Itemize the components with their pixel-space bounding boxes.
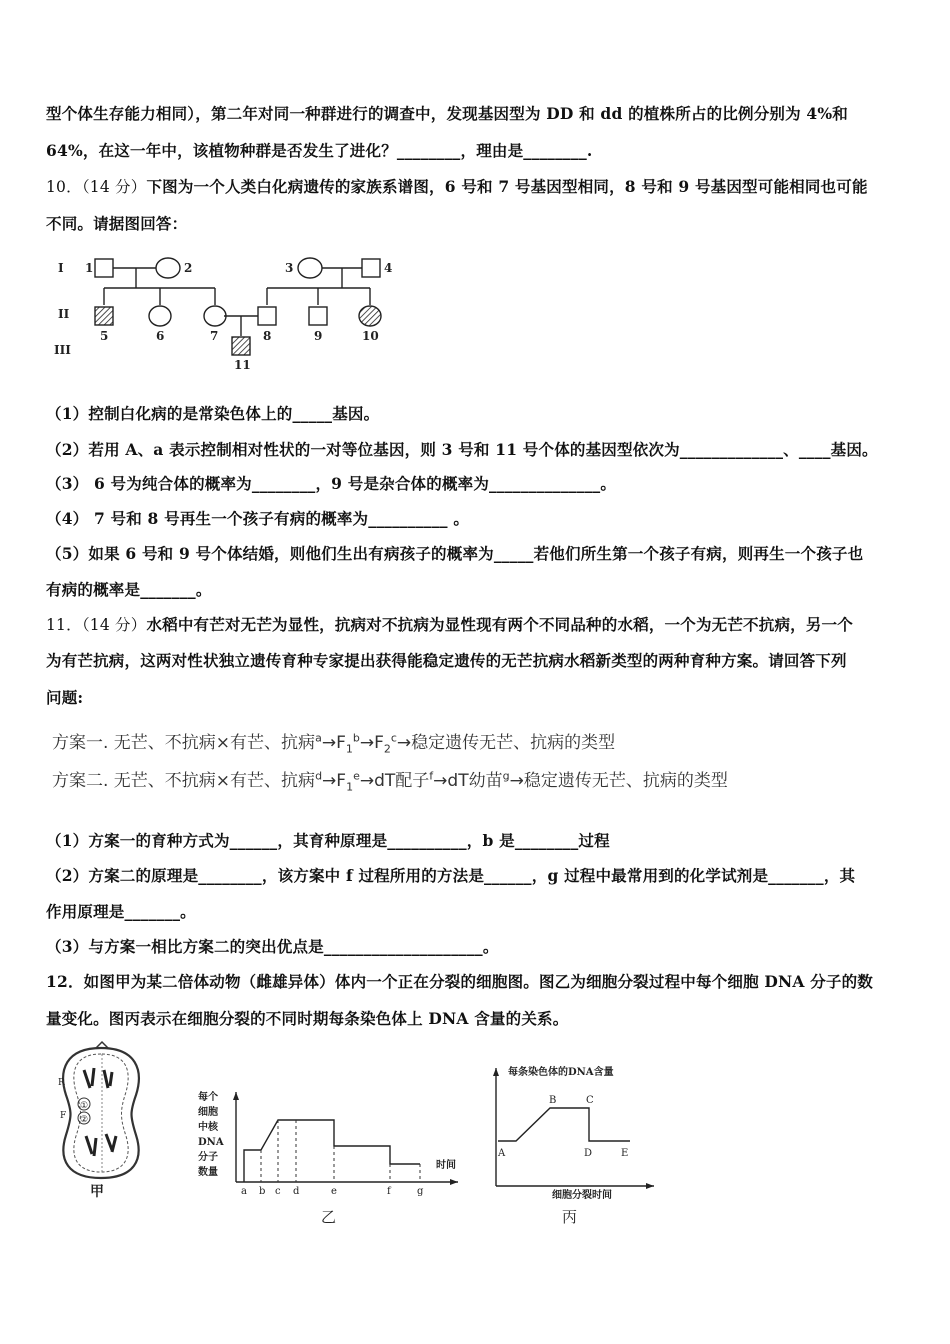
text-line-2: 64%，在这一年中，该植物种群是否发生了进化？________，理由是________.	[46, 141, 593, 160]
scheme-two	[52, 766, 728, 793]
question-10-part-4: （4） 7 号和 8 号再生一个孩子有病的概率为__________ 。	[46, 509, 470, 528]
question-10-text: 下图为一个人类白化病遗传的家族系谱图，6 号和 7 号基因型相同，8 号和 9 号基因型可能相同也可能	[146, 177, 868, 196]
question-12-figures	[46, 1040, 661, 1226]
individual-6-label: 6	[156, 329, 165, 343]
individual-8-label: 8	[263, 329, 272, 343]
bing-point-d: D	[584, 1148, 593, 1159]
individual-5-label: 5	[100, 329, 109, 343]
scheme-one-cross: 方案一. 无芒、不抗病×有芒、抗病	[52, 733, 316, 753]
pedigree-chart	[52, 252, 412, 374]
arrow-icon: →	[359, 771, 375, 791]
question-10-number: 10．（14 分）	[46, 178, 147, 196]
label-circle-2: ②	[80, 1115, 89, 1125]
question-11-number: 11．（14 分）	[46, 616, 147, 634]
individual-10-label: 10	[362, 329, 379, 343]
f1-label: F	[336, 771, 347, 791]
step-b-label: b	[352, 731, 360, 745]
question-10-stem-cont: 不同。请据图回答：	[46, 214, 188, 233]
question-11-part-3: （3）与方案一相比方案二的突出优点是____________________。	[46, 937, 499, 956]
step-d-label: d	[315, 769, 323, 783]
yi-ylabel-3: 中核	[198, 1122, 218, 1133]
question-11-stem	[46, 613, 853, 635]
arrow-icon: →	[322, 771, 337, 791]
caption-yi: 乙	[321, 1208, 337, 1226]
question-10-part-2: （2）若用 A、a 表示控制相对性状的一对等位基因，则 3 号和 11 号个体的基因型依次为_____________、____基因。	[46, 440, 878, 459]
generation-II-label: II	[58, 307, 70, 321]
arrow-icon: →	[433, 771, 448, 791]
yi-tick-a: a	[241, 1186, 247, 1197]
bing-point-b: B	[549, 1095, 557, 1106]
f1-label: F	[336, 733, 346, 753]
cell-diagram-jia	[58, 1042, 139, 1200]
question-11-text: 水稻中有芒对无芒为显性，抗病对不抗病为显性现有两个不同品种的水稻，一个为无芒不抗病，另一个	[146, 615, 853, 634]
seedling-label: dT幼苗	[447, 771, 503, 791]
arrow-icon: →	[396, 733, 412, 753]
text-line-1: 型个体生存能力相同），第二年对同一种群进行的调查中，发现基因型为 DD 和 dd 的植株所占的比例分别为 4%和	[46, 104, 849, 123]
scheme-one-result: 稳定遗传无芒、抗病的类型	[411, 733, 616, 753]
yi-tick-g: g	[417, 1186, 424, 1197]
question-12-stem-cont: 量变化。图丙表示在细胞分裂的不同时期每条染色体上 DNA 含量的关系。	[46, 1009, 569, 1028]
individual-4-label: 4	[384, 261, 393, 275]
yi-ylabel-6: 数量	[198, 1167, 218, 1178]
bing-ylabel: 每条染色体的DNA含量	[508, 1067, 614, 1078]
scheme-two-result: 稳定遗传无芒、抗病的类型	[523, 771, 728, 791]
yi-tick-c: c	[275, 1186, 281, 1197]
bing-xlabel: 细胞分裂时间	[552, 1190, 612, 1201]
individual-1-label: 1	[85, 261, 94, 275]
individual-9-label: 9	[314, 329, 323, 343]
dna-per-chromosome-chart-bing	[493, 1065, 654, 1226]
scheme-one	[52, 728, 615, 755]
step-a-label: a	[315, 731, 322, 745]
scheme-two-cross: 方案二. 无芒、不抗病×有芒、抗病	[52, 771, 316, 791]
f2-subscript: 2	[383, 742, 391, 756]
gamete-label: dT配子	[374, 771, 430, 791]
question-11-part-2: （2）方案二的原理是________，该方案中 f 过程所用的方法是______，g 过程中最常用到的化学试剂是_______，其	[46, 866, 856, 885]
question-10-stem	[46, 175, 868, 197]
individual-11-label: 11	[234, 358, 251, 372]
generation-I-label: I	[58, 261, 64, 275]
question-10-part-1: （1）控制白化病的是常染色体上的_____基因。	[46, 404, 380, 423]
arrow-icon: →	[359, 733, 375, 753]
question-10-part-3: （3） 6 号为纯合体的概率为________，9 号是杂合体的概率为______________。	[46, 474, 617, 493]
yi-ylabel-5: 分子	[198, 1152, 218, 1163]
individual-2-label: 2	[184, 261, 193, 275]
step-e-label: e	[353, 769, 360, 783]
label-r: R	[58, 1078, 65, 1088]
arrow-icon: →	[509, 771, 524, 791]
yi-ylabel-1: 每个	[198, 1092, 218, 1103]
question-12-stem: 12．如图甲为某二倍体动物（雌雄异体）体内一个正在分裂的细胞图。图乙为细胞分裂过程中每个细胞 DNA 分子的数	[46, 972, 874, 991]
yi-tick-d: d	[293, 1186, 300, 1197]
dna-step-chart-yi	[198, 1090, 458, 1226]
arrow-icon: →	[321, 733, 337, 753]
bing-point-c: C	[586, 1095, 594, 1106]
yi-tick-b: b	[259, 1186, 266, 1197]
f1-subscript: 1	[346, 780, 354, 794]
bing-point-e: E	[621, 1148, 629, 1159]
step-g-label: g	[502, 769, 510, 783]
label-circle-1: ①	[80, 1101, 89, 1111]
generation-III-label: III	[54, 343, 71, 357]
caption-jia: 甲	[90, 1184, 104, 1200]
individual-3-label: 3	[285, 261, 294, 275]
question-11-stem-cont: 为有芒抗病，这两对性状独立遗传育种专家提出获得能稳定遗传的无芒抗病水稻新类型的两种育种方案。请回答下列	[46, 651, 847, 670]
yi-tick-e: e	[331, 1186, 337, 1197]
step-c-label: c	[390, 731, 397, 745]
question-11-part-2-cont: 作用原理是_______。	[46, 902, 196, 921]
question-11-part-1: （1）方案一的育种方式为______，其育种原理是__________，b 是________过程	[46, 831, 610, 850]
f1-subscript: 1	[345, 742, 353, 756]
label-f: F	[60, 1111, 67, 1121]
yi-ylabel-4: DNA	[198, 1137, 224, 1148]
yi-tick-f: f	[387, 1186, 391, 1197]
bing-point-a: A	[498, 1148, 506, 1159]
yi-ylabel-2: 细胞	[198, 1107, 218, 1118]
caption-bing: 丙	[562, 1208, 578, 1226]
step-f-label: f	[429, 769, 434, 783]
individual-7-label: 7	[210, 329, 219, 343]
question-11-stem-end: 问题:	[46, 688, 84, 707]
question-10-part-5-cont: 有病的概率是_______。	[46, 580, 212, 599]
f2-label: F	[374, 733, 384, 753]
question-10-part-5: （5）如果 6 号和 9 号个体结婚，则他们生出有病孩子的概率为_____若他们所生第一个孩子有病，则再生一个孩子也	[46, 544, 864, 563]
yi-xlabel: 时间	[436, 1160, 456, 1171]
